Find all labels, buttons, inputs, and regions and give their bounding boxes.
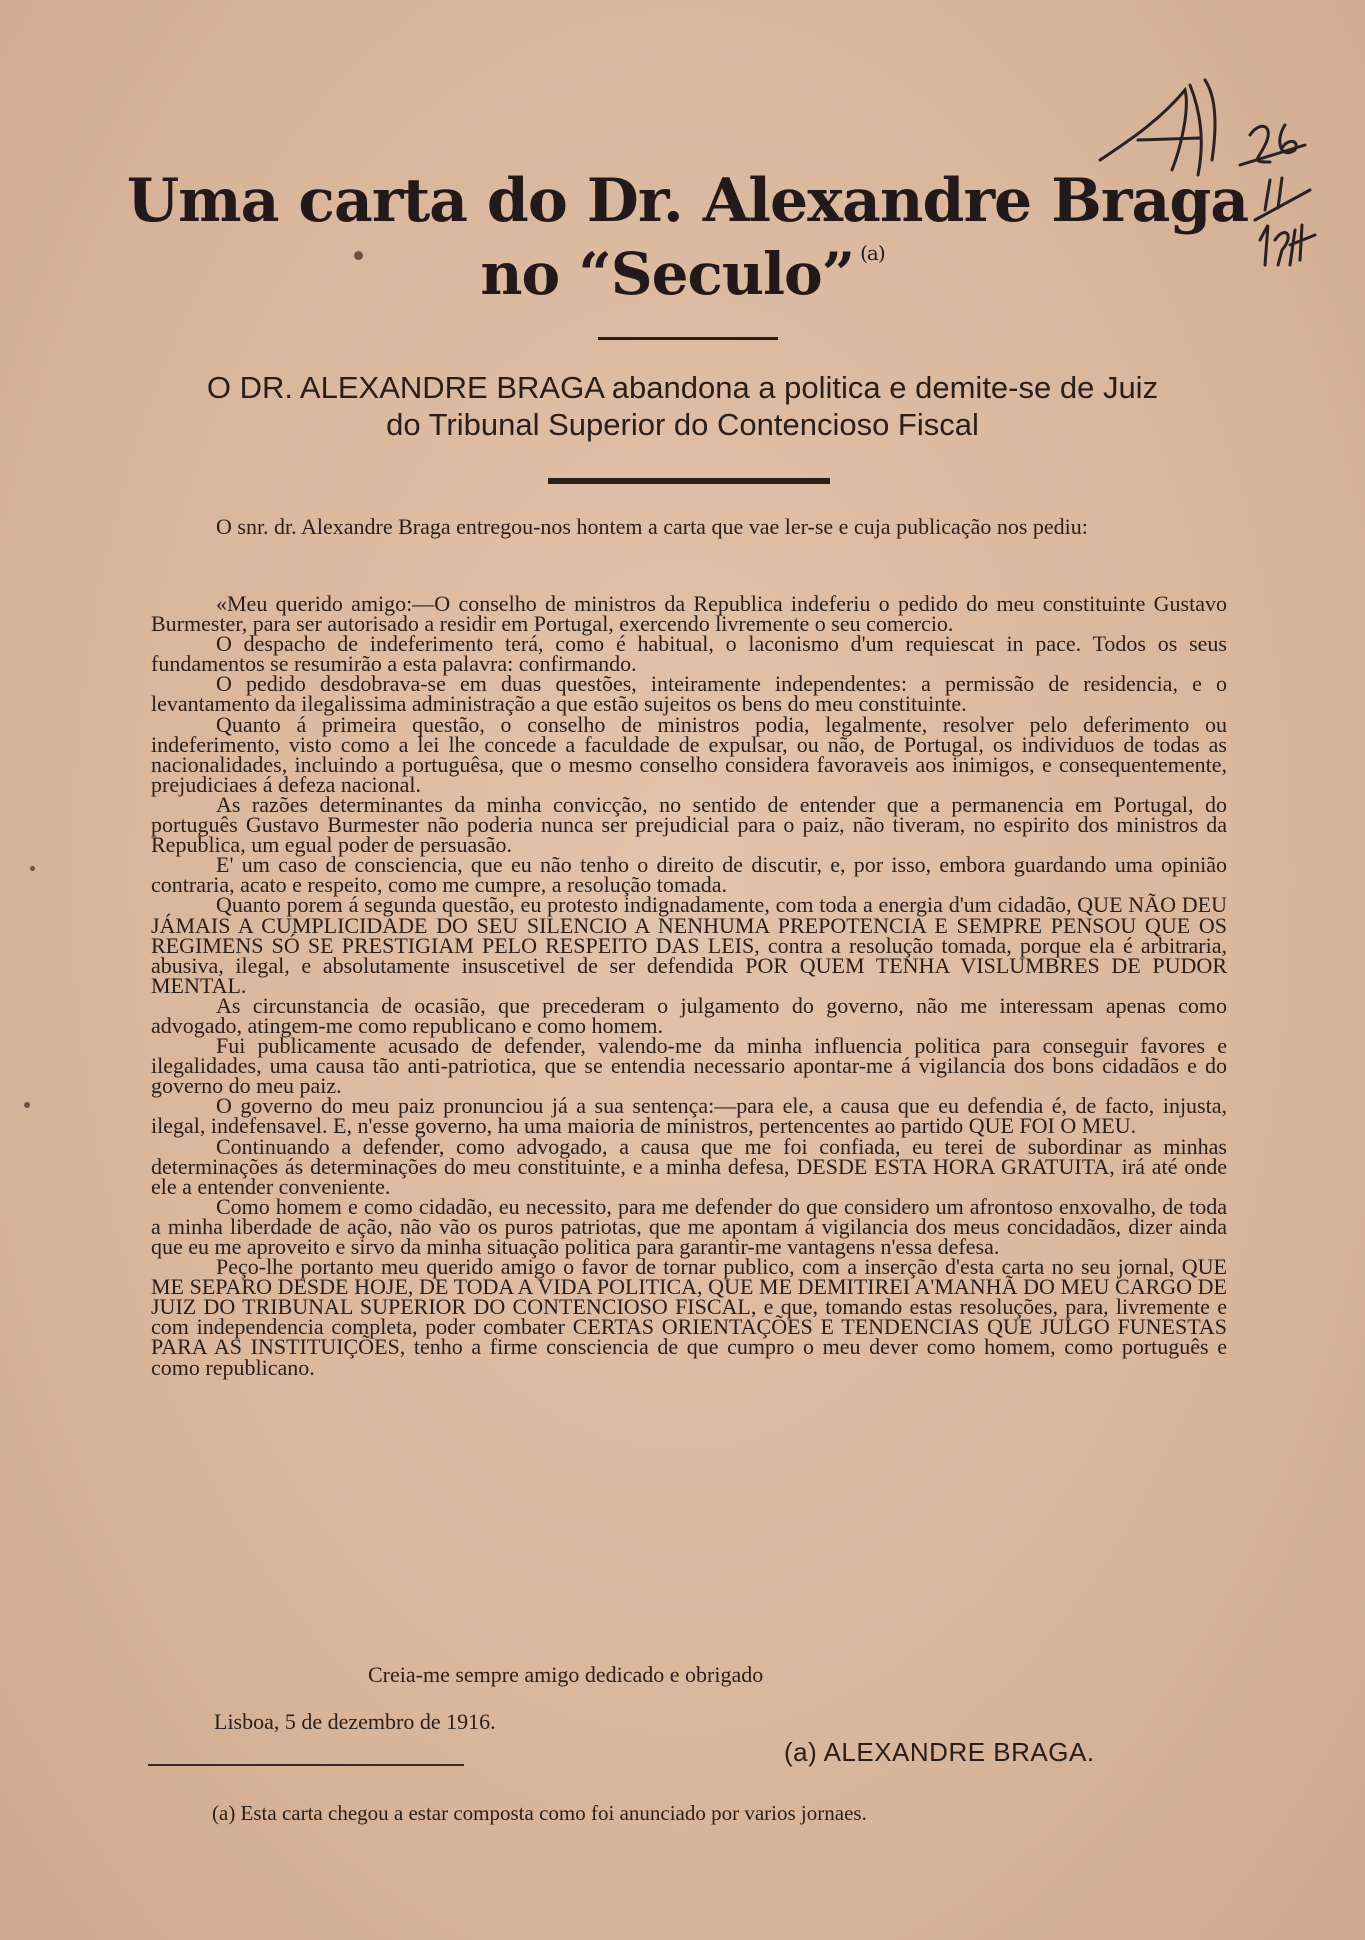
letter-body — [151, 591, 1227, 1380]
footnote: (a) Esta carta chegou a estar composta como foi anunciado por varios jornaes. — [212, 1801, 867, 1825]
title-line2-text: no “Seculo” — [480, 240, 855, 308]
letter-closing: Creia-me sempre amigo dedicado e obrigado — [368, 1662, 764, 1687]
title-divider — [598, 337, 778, 340]
letter-paragraph: As circunstancia de ocasião, que precederam o julgamento do governo, não me interessam apenas como advogado, atingem-me como republicano e como homem. — [151, 992, 1227, 1038]
title-footnote-marker: (a) — [860, 241, 885, 265]
place-date: Lisboa, 5 de dezembro de 1916. — [214, 1709, 496, 1734]
handwritten-annotation-icon — [1090, 50, 1350, 270]
letter-paragraph: As razões determinantes da minha convicção, no sentido de entender que a permanencia em Portugal, do português Gustavo Burmester não poderia nunca ser prejudicial para o paiz, não tiveram, no espirito dos ministros da Republica, um egual poder de persuasão. — [151, 791, 1227, 858]
margin-mark — [354, 251, 363, 260]
margin-mark — [30, 866, 35, 871]
letter-paragraph: O despacho de indeferimento terá, como é habitual, o laconismo d'um requiescat in pace. Todos os seus fundamentos se resumirão a esta palavra: confirmando. — [151, 631, 1227, 677]
letter-paragraph: O pedido desdobrava-se em duas questões, inteiramente independentes: a permissão de residencia, e o levantamento da ilegalissima administração a que estão sujeitos os bens do meu constituinte. — [151, 671, 1227, 717]
letter-paragraph: O governo do meu paiz pronunciou já a sua sentença:—para ele, a causa que eu defendia é, de facto, injusta, ilegal, indefensavel. E, n'esse governo, ha uma maioria de ministros, pertencentes ao partido QUE FOI O MEU. — [151, 1093, 1227, 1139]
letter-paragraph: E' um caso de consciencia, que eu não tenho o direito de discutir, e, por isso, embora guardando uma opinião contraria, acato e respeito, como me cumpre, a resolução tomada. — [151, 852, 1227, 898]
letter-paragraph: Quanto porem á segunda questão, eu protesto indignadamente, com toda a energia d'um cidadão, QUE NÃO DEU JÁMAIS A CUMPLICIDADE DO SEU SILENCIO A NENHUMA PREPOTENCIA E SEMPRE PENSOU QUE OS REGIMENS SÓ SE PRESTIGIAM PELO RESPEITO DAS LEIS, contra a resolução tomada, porque ela é arbitraria, abusiva, ilegal, e absolutamente insuscetivel de ser defendida POR QUEM TENHA VISLUMBRES DE PUDOR MENTAL. — [151, 892, 1227, 998]
page-title: Uma carta do Dr. Alexandre Braga — [126, 166, 1249, 236]
subtitle-divider — [548, 478, 830, 484]
subtitle-line2: do Tribunal Superior do Contencioso Fiscal — [386, 407, 979, 442]
letter-paragraph: Como homem e como cidadão, eu necessito, para me defender do que considero um afrontoso enxovalho, de toda a minha liberdade de ação, não vão os puros patriotas, que me apontam á vigilancia dos meus concidadãos, dizer ainda que eu me aproveito e sirvo da minha situação politica para garantir-me vantagens n'essa defesa. — [151, 1193, 1227, 1259]
letter-paragraph: Fui publicamente acusado de defender, valendo-me da minha influencia politica para conseguir favores e ilegalidades, uma causa tão anti-patriotica, que se entendia necessario apontar-me á vigilancia dos bons cidadãos e do governo do meu paiz. — [151, 1033, 1227, 1099]
intro-paragraph: O snr. dr. Alexandre Braga entregou-nos hontem a carta que vae ler-se e cuja publicação nos pediu: — [216, 514, 1088, 539]
margin-mark — [24, 1102, 30, 1108]
subtitle-line1: O DR. ALEXANDRE BRAGA abandona a politica e demite-se de Juiz — [206, 370, 1159, 405]
letter-paragraph: Peço-lhe portanto meu querido amigo o favor de tornar publico, com a inserção d'esta carta no seu jornal, QUE ME SEPARO DESDE HOJE, DE TODA A VIDA POLITICA, QUE ME DEMITIREI A'MANHÃ DO MEU CARGO DE JUIZ DO TRIBUNAL SUPERIOR DO CONTENCIOSO FISCAL, e que, tomando estas resoluções, para, livremente e com independencia completa, poder combater CERTAS ORIENTAÇÕES E TENDENCIAS QUE JULGO FUNESTAS PARA AS INSTITUIÇÕES, tenho a firme consciencia de que cumpro o meu dever como homem, como português e como republicano. — [151, 1254, 1227, 1380]
signature: (a) ALEXANDRE BRAGA. — [784, 1737, 1095, 1767]
letter-paragraph: Continuando a defender, como advogado, a causa que me foi confiada, eu terei de subordinar as minhas determinações ás determinações do meu constituinte, e a minha defesa, DESDE ESTA HORA GRATUITA, irá até onde ele a entender conveniente. — [151, 1133, 1227, 1199]
letter-paragraph: Quanto á primeira questão, o conselho de ministros podia, legalmente, resolver pelo deferimento ou indeferimento, visto como a lei lhe concede a faculdade de expulsar, ou não, de Portugal, os individuos de todas as nacionalidades, incluindo a portuguêsa, que o mesmo conselho considera favoraveis aos inimigos, e consequentemente, prejudiciaes á defeza nacional. — [151, 711, 1227, 797]
signature-rule — [148, 1764, 464, 1766]
letter-paragraph: «Meu querido amigo:—O conselho de ministros da Republica indeferiu o pedido do meu constituinte Gustavo Burmester, para ser autorisado a residir em Portugal, exercendo livremente o seu comercio. — [151, 591, 1227, 637]
